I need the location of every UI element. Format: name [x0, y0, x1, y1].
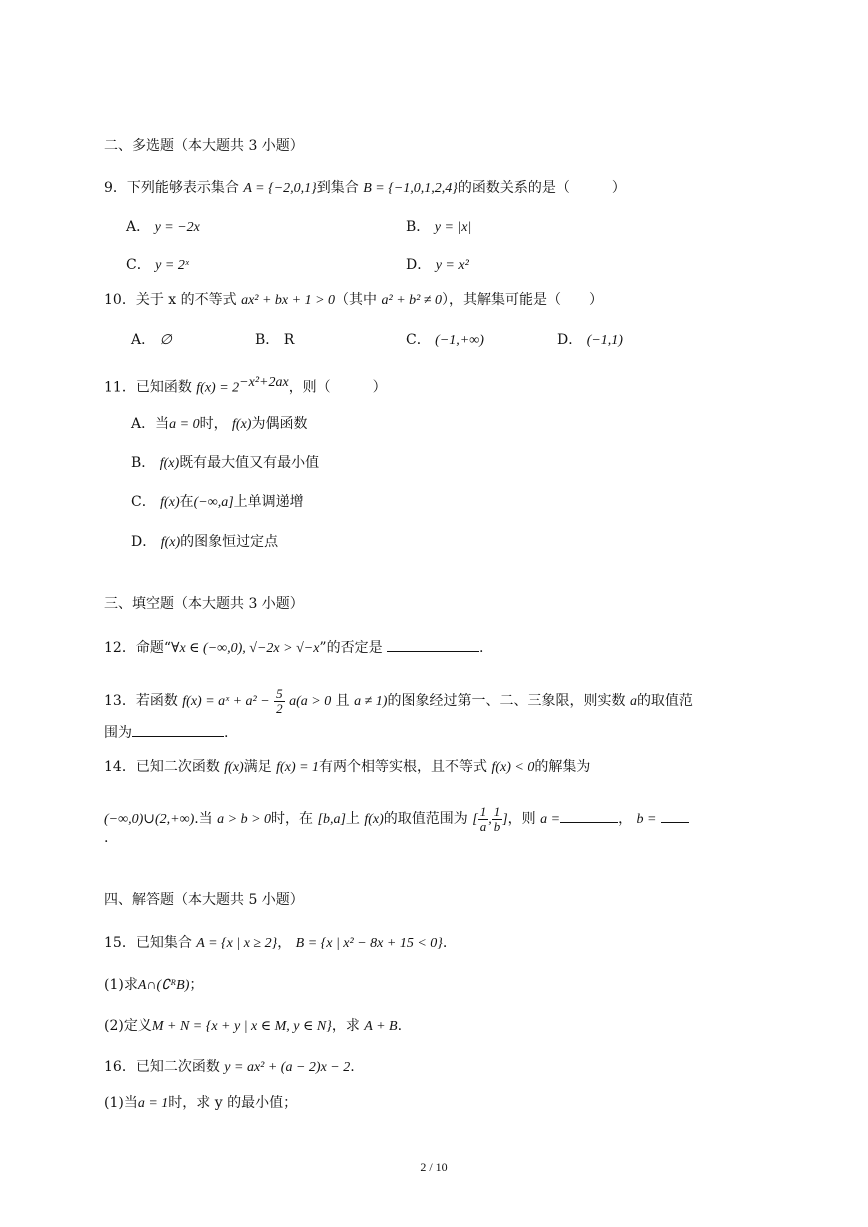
q11-option-c-label: C．: [131, 494, 156, 510]
q11-option-b-func: f(x): [159, 456, 180, 471]
q14-inequality: f(x) < 0: [491, 760, 535, 775]
q13-function-part-2: a(a > 0: [289, 694, 332, 709]
q14-fraction-1-numerator: 1: [479, 803, 487, 819]
q10-option-d: [557, 330, 623, 351]
q11-option-c-text-1: 在: [179, 494, 194, 510]
question-14-line-2: [104, 802, 689, 837]
question-11: [104, 373, 387, 399]
q11-option-c: [131, 492, 304, 513]
q15-comma: ，: [277, 935, 292, 951]
q9-option-d-label: D．: [406, 257, 432, 273]
q10-option-b: [255, 330, 294, 350]
q14-fraction-2: [492, 805, 503, 834]
q10-option-a-expr: ∅: [159, 333, 172, 348]
q9-text-1: 下列能够表示集合: [126, 180, 239, 196]
q15-sub2-expr: M + N = {x + y | x ∈ M, y ∈ N}: [151, 1019, 332, 1034]
q14-text-4: 的解集为: [534, 759, 591, 775]
q11-option-d: [131, 532, 278, 553]
q9-option-d-expr: y = x²: [435, 258, 469, 273]
q9-option-b: [406, 217, 471, 238]
q10-condition: a² + b² ≠ 0: [381, 293, 443, 308]
q16-subquestion-1: [104, 1093, 297, 1114]
q14-number: 14．: [104, 759, 136, 775]
q16-sub1-cond: a = 1: [137, 1096, 169, 1111]
q10-option-c-expr: (−1,+∞): [435, 333, 484, 348]
q12-number: 12．: [104, 640, 136, 656]
q14-text-8: 的取值范围为: [383, 811, 468, 827]
q11-option-d-text: 的图象恒过定点: [180, 534, 279, 550]
q13-condition: a ≠ 1): [354, 694, 388, 709]
q16-function: y = ax² + (a − 2)x − 2: [224, 1060, 351, 1075]
q14-bracket-close: ]: [502, 812, 508, 827]
q14-text-7: 上: [345, 811, 360, 827]
q15-set-b: B = {x | x² − 8x + 15 < 0}: [295, 936, 443, 951]
q11-option-d-label: D．: [131, 534, 157, 550]
q12-answer-blank[interactable]: [387, 637, 479, 652]
q14-text-2: 满足: [243, 759, 272, 775]
q10-option-d-expr: (−1,1): [586, 333, 623, 348]
q10-option-c: [406, 330, 484, 351]
q10-option-a-label: A．: [131, 332, 156, 348]
q9-option-a-expr: y = −2x: [154, 220, 200, 235]
q14-fraction-1-denominator: a: [479, 818, 487, 834]
q15-sub2-end: .: [397, 1018, 403, 1034]
q14-end: .: [104, 830, 109, 846]
q15-end: .: [442, 935, 448, 951]
q10-option-d-label: D．: [557, 332, 583, 348]
q14-text-5: .当: [194, 811, 213, 827]
q14-text-1: 已知二次函数: [135, 759, 220, 775]
q11-option-c-interval: (−∞,a]: [193, 495, 234, 510]
q11-number: 11．: [104, 379, 136, 396]
question-14: [104, 757, 590, 778]
q13-fraction: [274, 687, 285, 716]
q15-sub2-expr-2: A + B: [364, 1019, 398, 1034]
q16-sub1-text: 时，求 y 的最小值；: [168, 1095, 298, 1111]
q14-equation: f(x) = 1: [276, 760, 320, 775]
q14-a-label: a =: [540, 812, 561, 827]
q11-option-a-label: A．: [131, 416, 156, 432]
q13-function-part-1: f(x) = aˣ + a² −: [182, 694, 270, 709]
q13-text-1: 若函数: [135, 693, 178, 709]
q10-text-2: （其中: [335, 292, 378, 308]
q11-option-a-cond: a = 0: [169, 417, 200, 432]
q16-end: .: [350, 1059, 355, 1075]
q16-sub1-label: (1)当: [104, 1095, 138, 1111]
q14-fraction-2-numerator: 1: [493, 803, 501, 819]
q14-interval: [b,a]: [317, 812, 346, 827]
q9-option-d: [406, 255, 469, 276]
q10-option-c-label: C．: [406, 332, 431, 348]
q14-b-label: b =: [636, 812, 657, 827]
question-13: [104, 684, 693, 719]
q10-option-a: [131, 330, 172, 351]
q9-option-c-label: C．: [126, 257, 151, 273]
q11-option-c-text-2: 上单调递增: [233, 494, 304, 510]
q14-condition: a > b > 0: [217, 812, 272, 827]
section-heading-fill-in: 三、填空题（本大题共 3 小题）: [104, 596, 304, 612]
q15-sub2-text: ，求: [331, 1018, 360, 1034]
question-10: [104, 290, 603, 311]
q13-variable: a: [629, 694, 637, 709]
q14-bracket-open: [: [472, 812, 478, 827]
q11-option-a-text-1: 当: [155, 416, 170, 432]
page-number: 2 / 10: [420, 1160, 448, 1174]
q11-option-a-func: f(x): [232, 417, 252, 432]
q14-text-3: 有两个相等实根，且不等式: [319, 759, 488, 775]
q15-sub2-label: (2)定义: [104, 1018, 152, 1034]
q14-text-9: ，则: [507, 811, 536, 827]
question-13-line-2: [104, 722, 228, 743]
q12-proposition: ∀x ∈ (−∞,0), √−2x > √−x: [171, 641, 320, 656]
question-9: [104, 178, 626, 199]
question-12: [104, 637, 484, 659]
q15-subquestion-1: [104, 975, 203, 996]
q14-fraction-2-denominator: b: [493, 818, 501, 834]
q15-set-a: A = {x | x ≥ 2}: [196, 936, 278, 951]
q15-sub1-end: ；: [189, 977, 204, 993]
q15-sub1-expr: A∩(∁ᴿB): [137, 978, 190, 993]
q11-option-b-label: B．: [131, 455, 156, 471]
section-heading-multiple-choice: 二、多选题（本大题共 3 小题）: [104, 138, 304, 154]
q9-text-2: 到集合: [316, 180, 359, 196]
q11-option-a-text-3: 为偶函数: [251, 416, 308, 432]
q10-number: 10．: [104, 292, 136, 308]
question-15: [104, 933, 447, 954]
q13-text-4: 的取值范: [636, 693, 693, 709]
q13-fraction-numerator: 5: [276, 685, 283, 701]
q12-text-1: 命题“: [135, 640, 171, 656]
q11-option-b: [131, 453, 319, 474]
q9-set-a: A = {−2,0,1}: [243, 181, 317, 196]
q14-bracket-comma: ,: [488, 812, 492, 827]
q9-option-b-expr: y = |x|: [434, 220, 472, 235]
q13-fraction-denominator: 2: [276, 700, 283, 716]
q14-func-1: f(x): [224, 760, 244, 775]
q9-option-a: [126, 217, 200, 238]
q10-text-1: 关于 x 的不等式: [135, 292, 237, 308]
q14-text-6: 时，在: [271, 811, 314, 827]
q9-option-c-expr: y = 2ˣ: [155, 258, 189, 273]
q16-number: 16．: [104, 1059, 136, 1075]
q9-option-b-label: B．: [406, 219, 431, 235]
q9-option-c: [126, 255, 189, 276]
q12-end: .: [479, 640, 484, 656]
q13-end: .: [224, 725, 229, 741]
q11-text-2: ，则（ ）: [288, 379, 387, 396]
q10-inequality: ax² + bx + 1 > 0: [241, 293, 336, 308]
q13-text-3: 的图象经过第一、二、三象限，则实数: [387, 693, 626, 709]
q9-option-a-label: A．: [126, 219, 151, 235]
q11-option-c-func: f(x): [160, 495, 180, 510]
q16-text-1: 已知二次函数: [135, 1059, 220, 1075]
q14-answer-a-blank[interactable]: [560, 808, 618, 823]
q9-text-3: 的函数关系的是（ ）: [457, 180, 626, 196]
q14-answer-b-blank[interactable]: [661, 808, 689, 823]
q10-text-3: ），其解集可能是（ ）: [442, 292, 604, 308]
q14-func-2: f(x): [364, 812, 384, 827]
q11-exponent: −x²+2ax: [239, 375, 289, 390]
q11-option-a-text-2: 时，: [199, 416, 228, 432]
q15-text-1: 已知集合: [135, 935, 192, 951]
q13-text-5: 围为: [104, 725, 132, 741]
q13-number: 13．: [104, 693, 136, 709]
q11-text-1: 已知函数: [135, 379, 192, 396]
q11-option-a: [131, 414, 307, 435]
q9-number: 9．: [104, 180, 127, 196]
section-heading-solutions: 四、解答题（本大题共 5 小题）: [104, 892, 304, 908]
q13-answer-blank[interactable]: [132, 722, 224, 737]
q11-function: f(x) = 2: [196, 380, 240, 396]
q14-solution-set: (−∞,0)∪(2,+∞): [104, 812, 195, 827]
q12-text-2: ”的否定是: [319, 640, 383, 656]
q15-subquestion-2: [104, 1016, 402, 1037]
question-16: [104, 1057, 355, 1078]
q14-separator: ，: [618, 811, 633, 827]
q10-option-b-label: B．: [255, 332, 280, 348]
q9-set-b: B = {−1,0,1,2,4}: [363, 181, 458, 196]
q11-option-d-func: f(x): [160, 535, 181, 550]
q10-option-b-expr: R: [283, 332, 295, 348]
q14-fraction-1: [478, 805, 489, 834]
q15-number: 15．: [104, 935, 136, 951]
q11-option-b-text: 既有最大值又有最小值: [179, 455, 320, 471]
q15-sub1-label: (1)求: [104, 977, 138, 993]
q13-text-2: 且: [335, 693, 350, 709]
